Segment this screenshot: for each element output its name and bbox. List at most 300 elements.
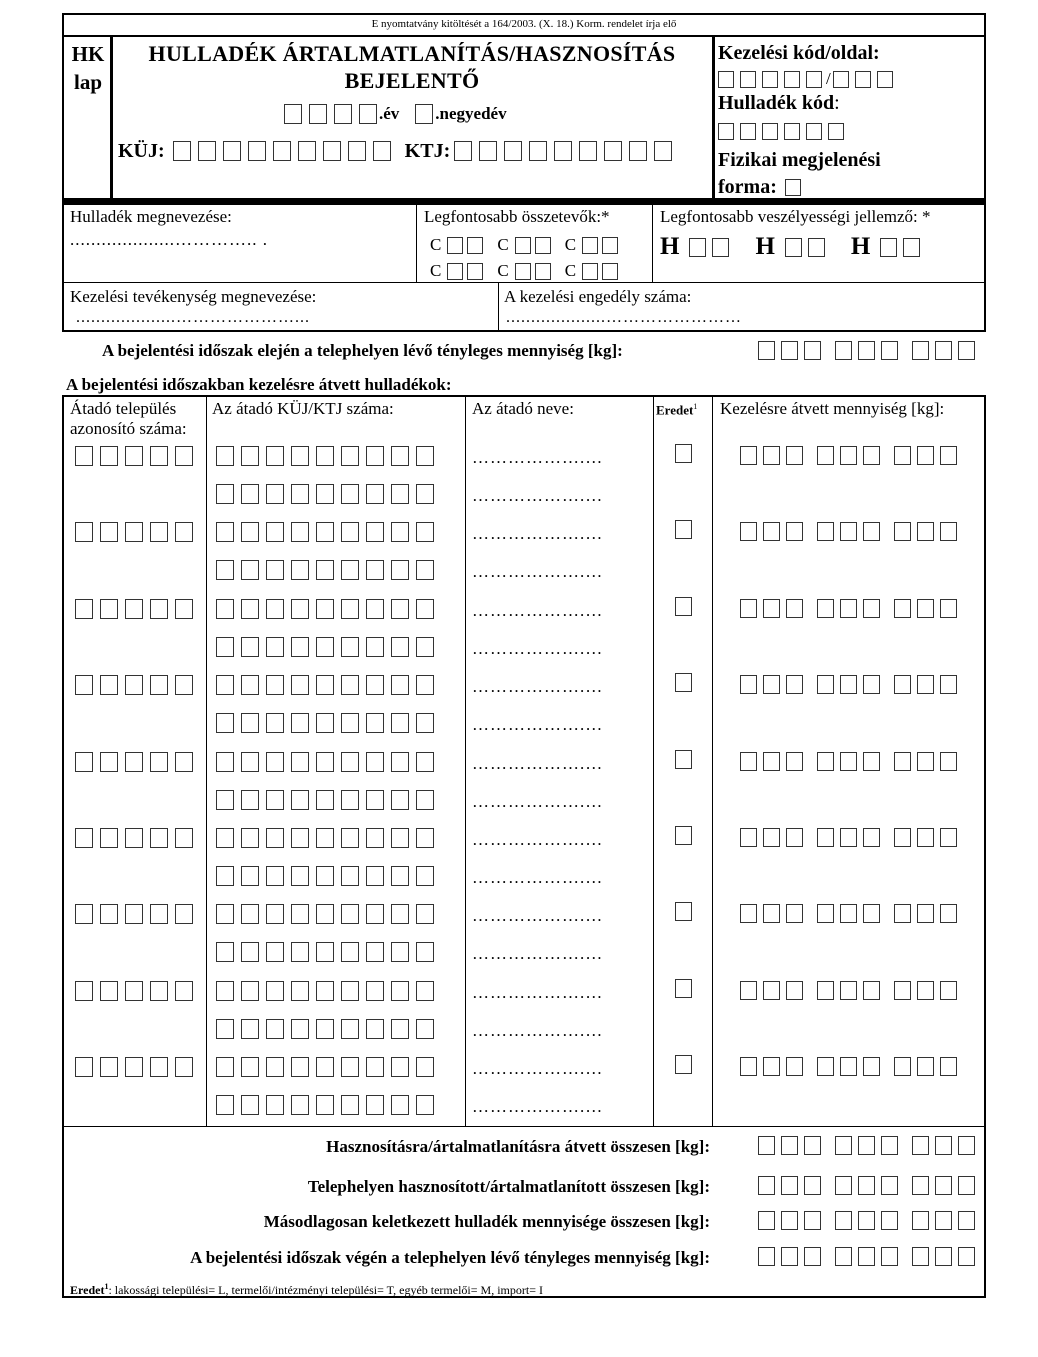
year-digit-box[interactable] (334, 104, 352, 124)
received-qty-digit-box[interactable] (763, 904, 780, 923)
ktj-digit-box[interactable] (529, 141, 547, 161)
kuj-ktj-digit-box[interactable] (291, 1095, 309, 1115)
kuj-ktj-digit-box[interactable] (291, 446, 309, 466)
treatment-code-box[interactable] (740, 71, 756, 88)
received-qty-digit-box[interactable] (917, 904, 934, 923)
kuj-ktj-digit-box[interactable] (216, 866, 234, 886)
kuj-ktj-digit-box[interactable] (366, 1095, 384, 1115)
received-qty-digit-box[interactable] (763, 752, 780, 771)
settlement-digit-box[interactable] (75, 522, 93, 542)
sender-name-field[interactable]: ……………….… (472, 600, 604, 620)
received-qty-digit-box[interactable] (940, 522, 957, 541)
settlement-digit-box[interactable] (125, 446, 143, 466)
kuj-ktj-digit-box[interactable] (216, 637, 234, 657)
settlement-digit-box[interactable] (125, 522, 143, 542)
settlement-digit-box[interactable] (175, 904, 193, 924)
waste-code-box[interactable] (828, 123, 844, 140)
settlement-digit-box[interactable] (75, 599, 93, 619)
sender-name-field[interactable]: ……………….… (472, 944, 604, 964)
received-qty-digit-box[interactable] (894, 981, 911, 1000)
physical-form-box[interactable] (785, 179, 801, 196)
kuj-ktj-digit-box[interactable] (216, 828, 234, 848)
hazard-box[interactable] (903, 238, 920, 257)
received-qty-digit-box[interactable] (786, 675, 803, 694)
kuj-ktj-digit-box[interactable] (391, 713, 409, 733)
kuj-ktj-digit-box[interactable] (291, 522, 309, 542)
kuj-ktj-digit-box[interactable] (416, 981, 434, 1001)
ktj-digit-box[interactable] (654, 141, 672, 161)
settlement-digit-box[interactable] (75, 752, 93, 772)
received-qty-digit-box[interactable] (917, 981, 934, 1000)
kuj-ktj-digit-box[interactable] (341, 484, 359, 504)
received-qty-digit-box[interactable] (763, 981, 780, 1000)
page-number-box[interactable] (855, 71, 871, 88)
kuj-ktj-digit-box[interactable] (416, 1057, 434, 1077)
received-qty-digit-box[interactable] (740, 522, 757, 541)
summary-qty-digit-box[interactable] (835, 1136, 852, 1155)
kuj-ktj-digit-box[interactable] (266, 522, 284, 542)
kuj-ktj-digit-box[interactable] (391, 1057, 409, 1077)
received-qty-digit-box[interactable] (863, 522, 880, 541)
summary-qty-digit-box[interactable] (935, 1136, 952, 1155)
received-qty-digit-box[interactable] (840, 675, 857, 694)
kuj-ktj-digit-box[interactable] (416, 599, 434, 619)
kuj-ktj-digit-box[interactable] (391, 981, 409, 1001)
kuj-ktj-digit-box[interactable] (291, 752, 309, 772)
kuj-ktj-digit-box[interactable] (341, 637, 359, 657)
kuj-ktj-digit-box[interactable] (391, 560, 409, 580)
received-qty-digit-box[interactable] (863, 675, 880, 694)
settlement-digit-box[interactable] (75, 675, 93, 695)
qty-digit-box[interactable] (835, 341, 852, 360)
received-qty-digit-box[interactable] (817, 981, 834, 1000)
kuj-ktj-digit-box[interactable] (416, 1095, 434, 1115)
hazard-box[interactable] (880, 238, 897, 257)
component-box[interactable] (447, 263, 463, 280)
kuj-ktj-digit-box[interactable] (291, 828, 309, 848)
received-qty-digit-box[interactable] (894, 675, 911, 694)
treatment-code-box[interactable] (806, 71, 822, 88)
kuj-ktj-digit-box[interactable] (341, 560, 359, 580)
received-qty-digit-box[interactable] (817, 675, 834, 694)
kuj-ktj-digit-box[interactable] (241, 675, 259, 695)
kuj-ktj-digit-box[interactable] (216, 904, 234, 924)
kuj-ktj-digit-box[interactable] (241, 942, 259, 962)
kuj-ktj-digit-box[interactable] (266, 1019, 284, 1039)
settlement-digit-box[interactable] (175, 446, 193, 466)
received-qty-digit-box[interactable] (840, 828, 857, 847)
summary-qty-digit-box[interactable] (804, 1176, 821, 1195)
received-qty-digit-box[interactable] (786, 904, 803, 923)
received-qty-digit-box[interactable] (740, 828, 757, 847)
waste-code-box[interactable] (740, 123, 756, 140)
received-qty-digit-box[interactable] (940, 981, 957, 1000)
kuj-ktj-digit-box[interactable] (366, 1057, 384, 1077)
kuj-ktj-digit-box[interactable] (291, 981, 309, 1001)
kuj-ktj-digit-box[interactable] (391, 752, 409, 772)
sender-name-field[interactable]: ……………….… (472, 524, 604, 544)
received-qty-digit-box[interactable] (894, 828, 911, 847)
kuj-ktj-digit-box[interactable] (216, 752, 234, 772)
kuj-ktj-digit-box[interactable] (291, 675, 309, 695)
kuj-ktj-digit-box[interactable] (341, 790, 359, 810)
kuj-ktj-digit-box[interactable] (366, 828, 384, 848)
received-qty-digit-box[interactable] (894, 904, 911, 923)
kuj-digit-box[interactable] (323, 141, 341, 161)
settlement-digit-box[interactable] (125, 828, 143, 848)
kuj-ktj-digit-box[interactable] (416, 828, 434, 848)
kuj-ktj-digit-box[interactable] (241, 599, 259, 619)
origin-box[interactable] (675, 520, 692, 539)
received-qty-digit-box[interactable] (940, 446, 957, 465)
kuj-ktj-digit-box[interactable] (316, 484, 334, 504)
received-qty-digit-box[interactable] (863, 599, 880, 618)
kuj-ktj-digit-box[interactable] (416, 446, 434, 466)
summary-qty-digit-box[interactable] (912, 1136, 929, 1155)
kuj-ktj-digit-box[interactable] (266, 752, 284, 772)
origin-box[interactable] (675, 1055, 692, 1074)
kuj-ktj-digit-box[interactable] (366, 1019, 384, 1039)
kuj-ktj-digit-box[interactable] (341, 942, 359, 962)
waste-code-box[interactable] (718, 123, 734, 140)
ktj-digit-box[interactable] (629, 141, 647, 161)
summary-qty-digit-box[interactable] (935, 1211, 952, 1230)
settlement-digit-box[interactable] (75, 446, 93, 466)
received-qty-digit-box[interactable] (740, 446, 757, 465)
received-qty-digit-box[interactable] (894, 446, 911, 465)
received-qty-digit-box[interactable] (840, 522, 857, 541)
kuj-ktj-digit-box[interactable] (291, 866, 309, 886)
kuj-ktj-digit-box[interactable] (366, 599, 384, 619)
settlement-digit-box[interactable] (75, 904, 93, 924)
kuj-ktj-digit-box[interactable] (266, 599, 284, 619)
kuj-ktj-digit-box[interactable] (391, 675, 409, 695)
summary-qty-digit-box[interactable] (758, 1176, 775, 1195)
summary-qty-digit-box[interactable] (958, 1176, 975, 1195)
received-qty-digit-box[interactable] (786, 1057, 803, 1076)
received-qty-digit-box[interactable] (763, 446, 780, 465)
summary-qty-digit-box[interactable] (804, 1211, 821, 1230)
received-qty-digit-box[interactable] (917, 522, 934, 541)
settlement-digit-box[interactable] (75, 981, 93, 1001)
component-box[interactable] (602, 237, 618, 254)
sender-name-field[interactable]: ……………….… (472, 753, 604, 773)
summary-qty-digit-box[interactable] (758, 1136, 775, 1155)
kuj-ktj-digit-box[interactable] (366, 484, 384, 504)
kuj-ktj-digit-box[interactable] (316, 522, 334, 542)
received-qty-digit-box[interactable] (817, 752, 834, 771)
kuj-ktj-digit-box[interactable] (216, 560, 234, 580)
component-box[interactable] (535, 237, 551, 254)
kuj-ktj-digit-box[interactable] (291, 942, 309, 962)
kuj-ktj-digit-box[interactable] (316, 560, 334, 580)
kuj-ktj-digit-box[interactable] (391, 599, 409, 619)
kuj-ktj-digit-box[interactable] (341, 1057, 359, 1077)
kuj-ktj-digit-box[interactable] (216, 981, 234, 1001)
received-qty-digit-box[interactable] (786, 446, 803, 465)
received-qty-digit-box[interactable] (740, 1057, 757, 1076)
waste-code-box[interactable] (762, 123, 778, 140)
kuj-ktj-digit-box[interactable] (416, 637, 434, 657)
component-box[interactable] (515, 237, 531, 254)
settlement-digit-box[interactable] (175, 599, 193, 619)
kuj-digit-box[interactable] (373, 141, 391, 161)
kuj-ktj-digit-box[interactable] (241, 637, 259, 657)
origin-box[interactable] (675, 902, 692, 921)
received-qty-digit-box[interactable] (817, 599, 834, 618)
received-qty-digit-box[interactable] (840, 904, 857, 923)
kuj-ktj-digit-box[interactable] (266, 790, 284, 810)
waste-name-field[interactable]: ....................………….. . (70, 230, 268, 249)
origin-box[interactable] (675, 826, 692, 845)
received-qty-digit-box[interactable] (840, 446, 857, 465)
settlement-digit-box[interactable] (175, 752, 193, 772)
kuj-ktj-digit-box[interactable] (241, 790, 259, 810)
received-qty-digit-box[interactable] (894, 522, 911, 541)
origin-box[interactable] (675, 979, 692, 998)
kuj-ktj-digit-box[interactable] (341, 599, 359, 619)
kuj-ktj-digit-box[interactable] (266, 1057, 284, 1077)
permit-field[interactable]: ....................…………………… (506, 309, 742, 326)
settlement-digit-box[interactable] (150, 446, 168, 466)
kuj-ktj-digit-box[interactable] (341, 446, 359, 466)
kuj-ktj-digit-box[interactable] (216, 790, 234, 810)
received-qty-digit-box[interactable] (817, 828, 834, 847)
component-box[interactable] (582, 237, 598, 254)
kuj-ktj-digit-box[interactable] (366, 790, 384, 810)
kuj-ktj-digit-box[interactable] (316, 599, 334, 619)
summary-qty-digit-box[interactable] (912, 1211, 929, 1230)
hazard-box[interactable] (808, 238, 825, 257)
received-qty-digit-box[interactable] (917, 752, 934, 771)
settlement-digit-box[interactable] (150, 981, 168, 1001)
kuj-ktj-digit-box[interactable] (216, 522, 234, 542)
received-qty-digit-box[interactable] (740, 675, 757, 694)
settlement-digit-box[interactable] (175, 522, 193, 542)
settlement-digit-box[interactable] (100, 1057, 118, 1077)
settlement-digit-box[interactable] (100, 904, 118, 924)
sender-name-field[interactable]: ……………….… (472, 1059, 604, 1079)
year-digit-box[interactable] (284, 104, 302, 124)
quarter-box[interactable] (415, 104, 433, 124)
settlement-digit-box[interactable] (175, 1057, 193, 1077)
kuj-ktj-digit-box[interactable] (391, 484, 409, 504)
received-qty-digit-box[interactable] (817, 904, 834, 923)
kuj-ktj-digit-box[interactable] (241, 752, 259, 772)
kuj-ktj-digit-box[interactable] (216, 713, 234, 733)
settlement-digit-box[interactable] (75, 1057, 93, 1077)
received-qty-digit-box[interactable] (840, 981, 857, 1000)
summary-qty-digit-box[interactable] (935, 1247, 952, 1266)
kuj-ktj-digit-box[interactable] (416, 675, 434, 695)
sender-name-field[interactable]: ……………….… (472, 868, 604, 887)
component-box[interactable] (467, 263, 483, 280)
ktj-digit-box[interactable] (579, 141, 597, 161)
kuj-ktj-digit-box[interactable] (266, 866, 284, 886)
kuj-ktj-digit-box[interactable] (341, 752, 359, 772)
qty-digit-box[interactable] (912, 341, 929, 360)
kuj-digit-box[interactable] (298, 141, 316, 161)
kuj-ktj-digit-box[interactable] (341, 981, 359, 1001)
qty-digit-box[interactable] (804, 341, 821, 360)
settlement-digit-box[interactable] (150, 752, 168, 772)
kuj-ktj-digit-box[interactable] (391, 942, 409, 962)
kuj-ktj-digit-box[interactable] (291, 904, 309, 924)
kuj-ktj-digit-box[interactable] (391, 904, 409, 924)
settlement-digit-box[interactable] (125, 675, 143, 695)
kuj-ktj-digit-box[interactable] (366, 713, 384, 733)
qty-digit-box[interactable] (935, 341, 952, 360)
sender-name-field[interactable]: ……………….… (472, 638, 604, 658)
kuj-ktj-digit-box[interactable] (241, 560, 259, 580)
received-qty-digit-box[interactable] (786, 522, 803, 541)
kuj-ktj-digit-box[interactable] (241, 904, 259, 924)
settlement-digit-box[interactable] (125, 1057, 143, 1077)
kuj-ktj-digit-box[interactable] (366, 637, 384, 657)
kuj-ktj-digit-box[interactable] (391, 790, 409, 810)
sender-name-field[interactable]: ……………….… (472, 830, 604, 849)
settlement-digit-box[interactable] (175, 675, 193, 695)
kuj-ktj-digit-box[interactable] (241, 446, 259, 466)
kuj-ktj-digit-box[interactable] (416, 560, 434, 580)
settlement-digit-box[interactable] (175, 828, 193, 848)
kuj-ktj-digit-box[interactable] (266, 942, 284, 962)
kuj-ktj-digit-box[interactable] (341, 1019, 359, 1039)
received-qty-digit-box[interactable] (863, 1057, 880, 1076)
kuj-ktj-digit-box[interactable] (316, 1095, 334, 1115)
summary-qty-digit-box[interactable] (835, 1211, 852, 1230)
kuj-ktj-digit-box[interactable] (216, 484, 234, 504)
kuj-ktj-digit-box[interactable] (241, 522, 259, 542)
received-qty-digit-box[interactable] (817, 522, 834, 541)
treatment-code-box[interactable] (718, 71, 734, 88)
qty-digit-box[interactable] (958, 341, 975, 360)
summary-qty-digit-box[interactable] (781, 1176, 798, 1195)
kuj-ktj-digit-box[interactable] (391, 1095, 409, 1115)
qty-digit-box[interactable] (758, 341, 775, 360)
year-digit-box[interactable] (309, 104, 327, 124)
kuj-ktj-digit-box[interactable] (216, 942, 234, 962)
kuj-ktj-digit-box[interactable] (341, 904, 359, 924)
settlement-digit-box[interactable] (150, 599, 168, 619)
sender-name-field[interactable]: ……………….… (472, 448, 604, 467)
treatment-code-box[interactable] (762, 71, 778, 88)
kuj-ktj-digit-box[interactable] (241, 1057, 259, 1077)
settlement-digit-box[interactable] (125, 599, 143, 619)
kuj-ktj-digit-box[interactable] (316, 828, 334, 848)
kuj-ktj-digit-box[interactable] (316, 446, 334, 466)
kuj-ktj-digit-box[interactable] (216, 446, 234, 466)
kuj-ktj-digit-box[interactable] (266, 637, 284, 657)
summary-qty-digit-box[interactable] (781, 1211, 798, 1230)
kuj-ktj-digit-box[interactable] (391, 637, 409, 657)
settlement-digit-box[interactable] (175, 981, 193, 1001)
kuj-ktj-digit-box[interactable] (291, 637, 309, 657)
kuj-ktj-digit-box[interactable] (266, 904, 284, 924)
kuj-ktj-digit-box[interactable] (391, 828, 409, 848)
kuj-ktj-digit-box[interactable] (341, 866, 359, 886)
settlement-digit-box[interactable] (150, 522, 168, 542)
received-qty-digit-box[interactable] (786, 981, 803, 1000)
kuj-ktj-digit-box[interactable] (366, 866, 384, 886)
received-qty-digit-box[interactable] (840, 752, 857, 771)
settlement-digit-box[interactable] (100, 981, 118, 1001)
kuj-ktj-digit-box[interactable] (366, 752, 384, 772)
summary-qty-digit-box[interactable] (781, 1136, 798, 1155)
received-qty-digit-box[interactable] (917, 828, 934, 847)
kuj-ktj-digit-box[interactable] (266, 560, 284, 580)
summary-qty-digit-box[interactable] (781, 1247, 798, 1266)
received-qty-digit-box[interactable] (940, 828, 957, 847)
origin-box[interactable] (675, 673, 692, 692)
component-box[interactable] (535, 263, 551, 280)
sender-name-field[interactable]: ……………….… (472, 486, 604, 505)
settlement-digit-box[interactable] (150, 675, 168, 695)
hazard-box[interactable] (712, 238, 729, 257)
summary-qty-digit-box[interactable] (881, 1211, 898, 1230)
received-qty-digit-box[interactable] (763, 828, 780, 847)
kuj-ktj-digit-box[interactable] (216, 1095, 234, 1115)
ktj-digit-box[interactable] (454, 141, 472, 161)
received-qty-digit-box[interactable] (817, 446, 834, 465)
kuj-ktj-digit-box[interactable] (416, 752, 434, 772)
component-box[interactable] (467, 237, 483, 254)
sender-name-field[interactable]: ……………….… (472, 982, 604, 1002)
kuj-ktj-digit-box[interactable] (366, 904, 384, 924)
kuj-ktj-digit-box[interactable] (316, 675, 334, 695)
kuj-ktj-digit-box[interactable] (391, 1019, 409, 1039)
summary-qty-digit-box[interactable] (958, 1211, 975, 1230)
kuj-ktj-digit-box[interactable] (241, 1095, 259, 1115)
settlement-digit-box[interactable] (100, 446, 118, 466)
kuj-ktj-digit-box[interactable] (416, 713, 434, 733)
kuj-ktj-digit-box[interactable] (316, 790, 334, 810)
waste-code-box[interactable] (784, 123, 800, 140)
kuj-ktj-digit-box[interactable] (391, 866, 409, 886)
kuj-digit-box[interactable] (348, 141, 366, 161)
received-qty-digit-box[interactable] (786, 752, 803, 771)
summary-qty-digit-box[interactable] (758, 1211, 775, 1230)
received-qty-digit-box[interactable] (763, 599, 780, 618)
kuj-ktj-digit-box[interactable] (216, 1019, 234, 1039)
settlement-digit-box[interactable] (100, 599, 118, 619)
summary-qty-digit-box[interactable] (858, 1211, 875, 1230)
origin-box[interactable] (675, 444, 692, 463)
kuj-ktj-digit-box[interactable] (241, 1019, 259, 1039)
kuj-ktj-digit-box[interactable] (416, 904, 434, 924)
summary-qty-digit-box[interactable] (758, 1247, 775, 1266)
year-digit-box[interactable] (359, 104, 377, 124)
summary-qty-digit-box[interactable] (858, 1247, 875, 1266)
treatment-code-box[interactable] (784, 71, 800, 88)
kuj-ktj-digit-box[interactable] (316, 866, 334, 886)
kuj-ktj-digit-box[interactable] (416, 942, 434, 962)
qty-digit-box[interactable] (881, 341, 898, 360)
received-qty-digit-box[interactable] (763, 522, 780, 541)
summary-qty-digit-box[interactable] (958, 1136, 975, 1155)
qty-digit-box[interactable] (858, 341, 875, 360)
ktj-digit-box[interactable] (479, 141, 497, 161)
received-qty-digit-box[interactable] (917, 599, 934, 618)
sender-name-field[interactable]: ……………….… (472, 906, 604, 926)
kuj-digit-box[interactable] (273, 141, 291, 161)
received-qty-digit-box[interactable] (786, 828, 803, 847)
kuj-ktj-digit-box[interactable] (391, 522, 409, 542)
summary-qty-digit-box[interactable] (804, 1136, 821, 1155)
origin-box[interactable] (675, 750, 692, 769)
received-qty-digit-box[interactable] (917, 675, 934, 694)
kuj-ktj-digit-box[interactable] (291, 484, 309, 504)
